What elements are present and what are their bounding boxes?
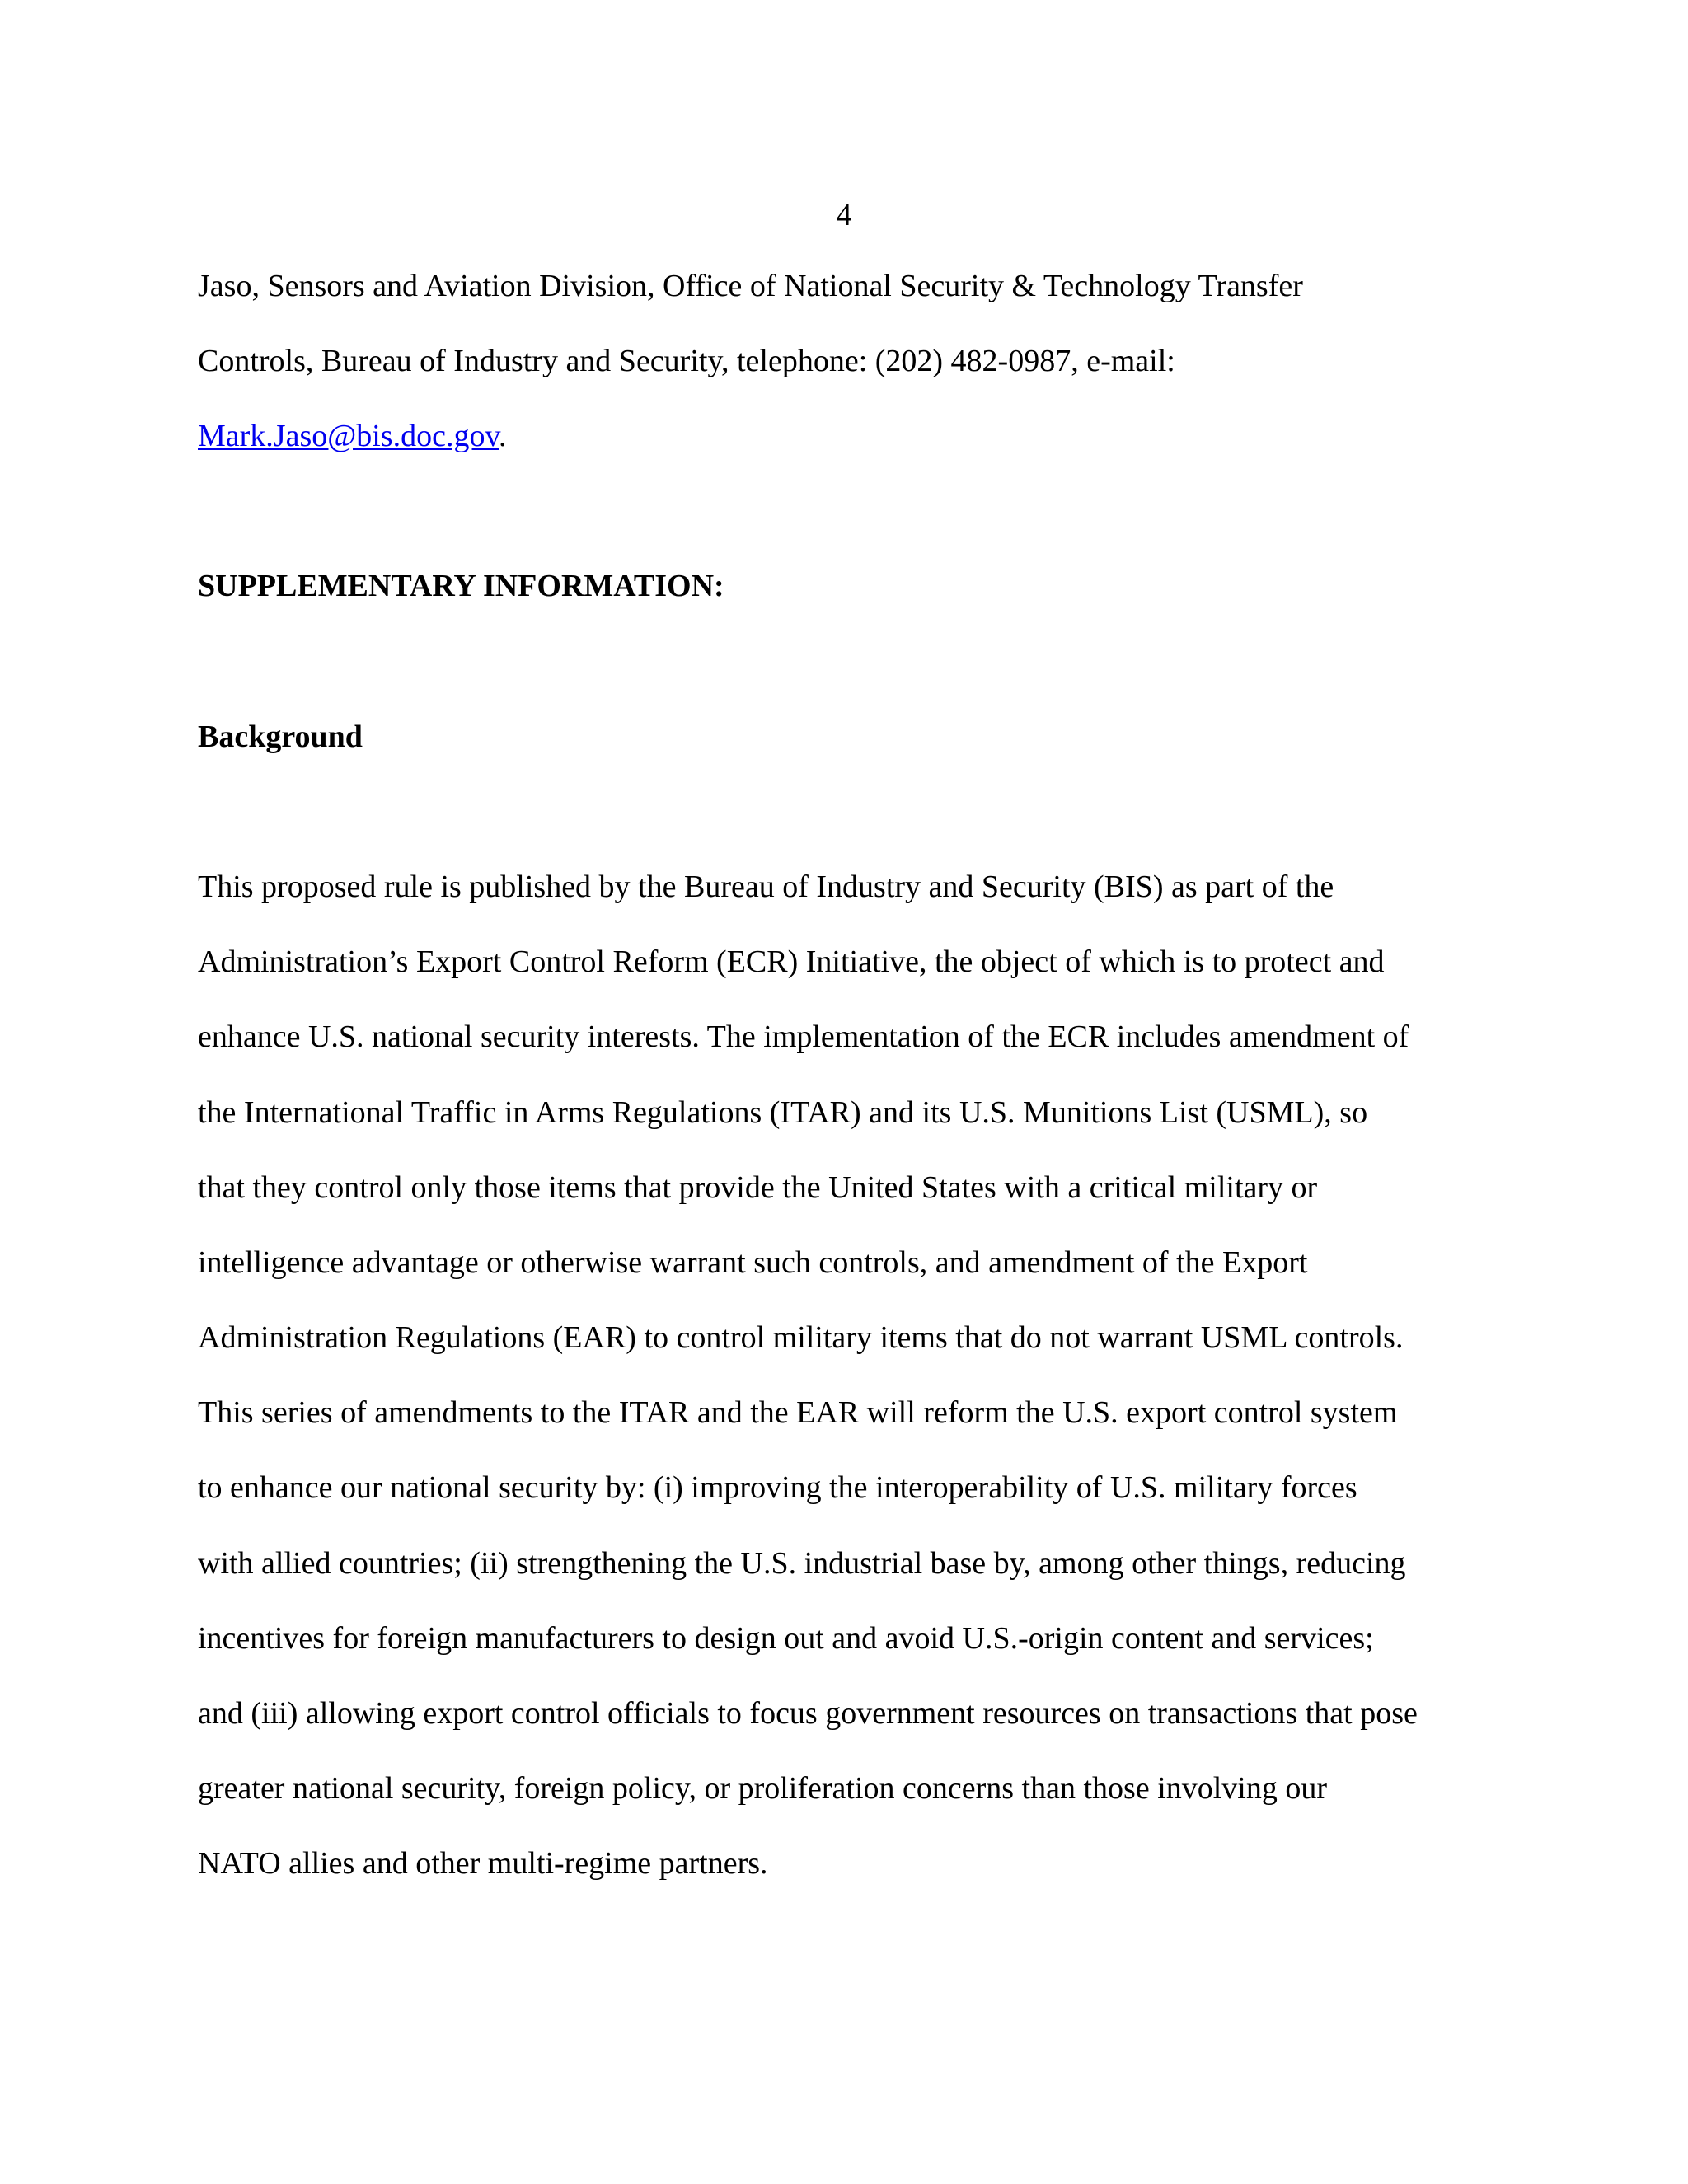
supplementary-information-heading: SUPPLEMENTARY INFORMATION: (198, 569, 724, 603)
background-line: enhance U.S. national security interests. The implementation of the ECR includes amendment of (198, 1019, 1409, 1054)
contact-line-2: Controls, Bureau of Industry and Security, telephone: (202) 482-0987, e-mail: (198, 344, 1175, 378)
email-link[interactable]: Mark.Jaso@bis.doc.gov (198, 419, 499, 453)
background-line: the International Traffic in Arms Regulations (ITAR) and its U.S. Munitions List (USML), so (198, 1095, 1368, 1130)
background-line: incentives for foreign manufacturers to design out and avoid U.S.-origin content and services; (198, 1621, 1374, 1656)
background-line: to enhance our national security by: (i) improving the interoperability of U.S. military forces (198, 1470, 1357, 1505)
contact-line-1: Jaso, Sensors and Aviation Division, Office of National Security & Technology Transfer (198, 269, 1303, 303)
page-number: 4 (836, 198, 852, 232)
background-line: and (iii) allowing export control officials to focus government resources on transactions that pose (198, 1696, 1418, 1731)
email-trailing-period: . (499, 419, 507, 453)
background-line: NATO allies and other multi-regime partners. (198, 1846, 768, 1881)
background-line: Administration’s Export Control Reform (ECR) Initiative, the object of which is to protect and (198, 944, 1385, 979)
background-line: intelligence advantage or otherwise warrant such controls, and amendment of the Export (198, 1245, 1308, 1280)
background-heading: Background (198, 719, 363, 754)
background-line: This series of amendments to the ITAR and the EAR will reform the U.S. export control system (198, 1395, 1398, 1430)
background-line: This proposed rule is published by the Bureau of Industry and Security (BIS) as part of the (198, 869, 1334, 904)
contact-email-line (198, 415, 507, 457)
background-line: with allied countries; (ii) strengthening the U.S. industrial base by, among other things, reducing (198, 1546, 1406, 1581)
background-line: greater national security, foreign policy, or proliferation concerns than those involving our (198, 1771, 1328, 1806)
background-line: Administration Regulations (EAR) to control military items that do not warrant USML controls. (198, 1320, 1404, 1355)
background-line: that they control only those items that provide the United States with a critical military or (198, 1170, 1318, 1205)
